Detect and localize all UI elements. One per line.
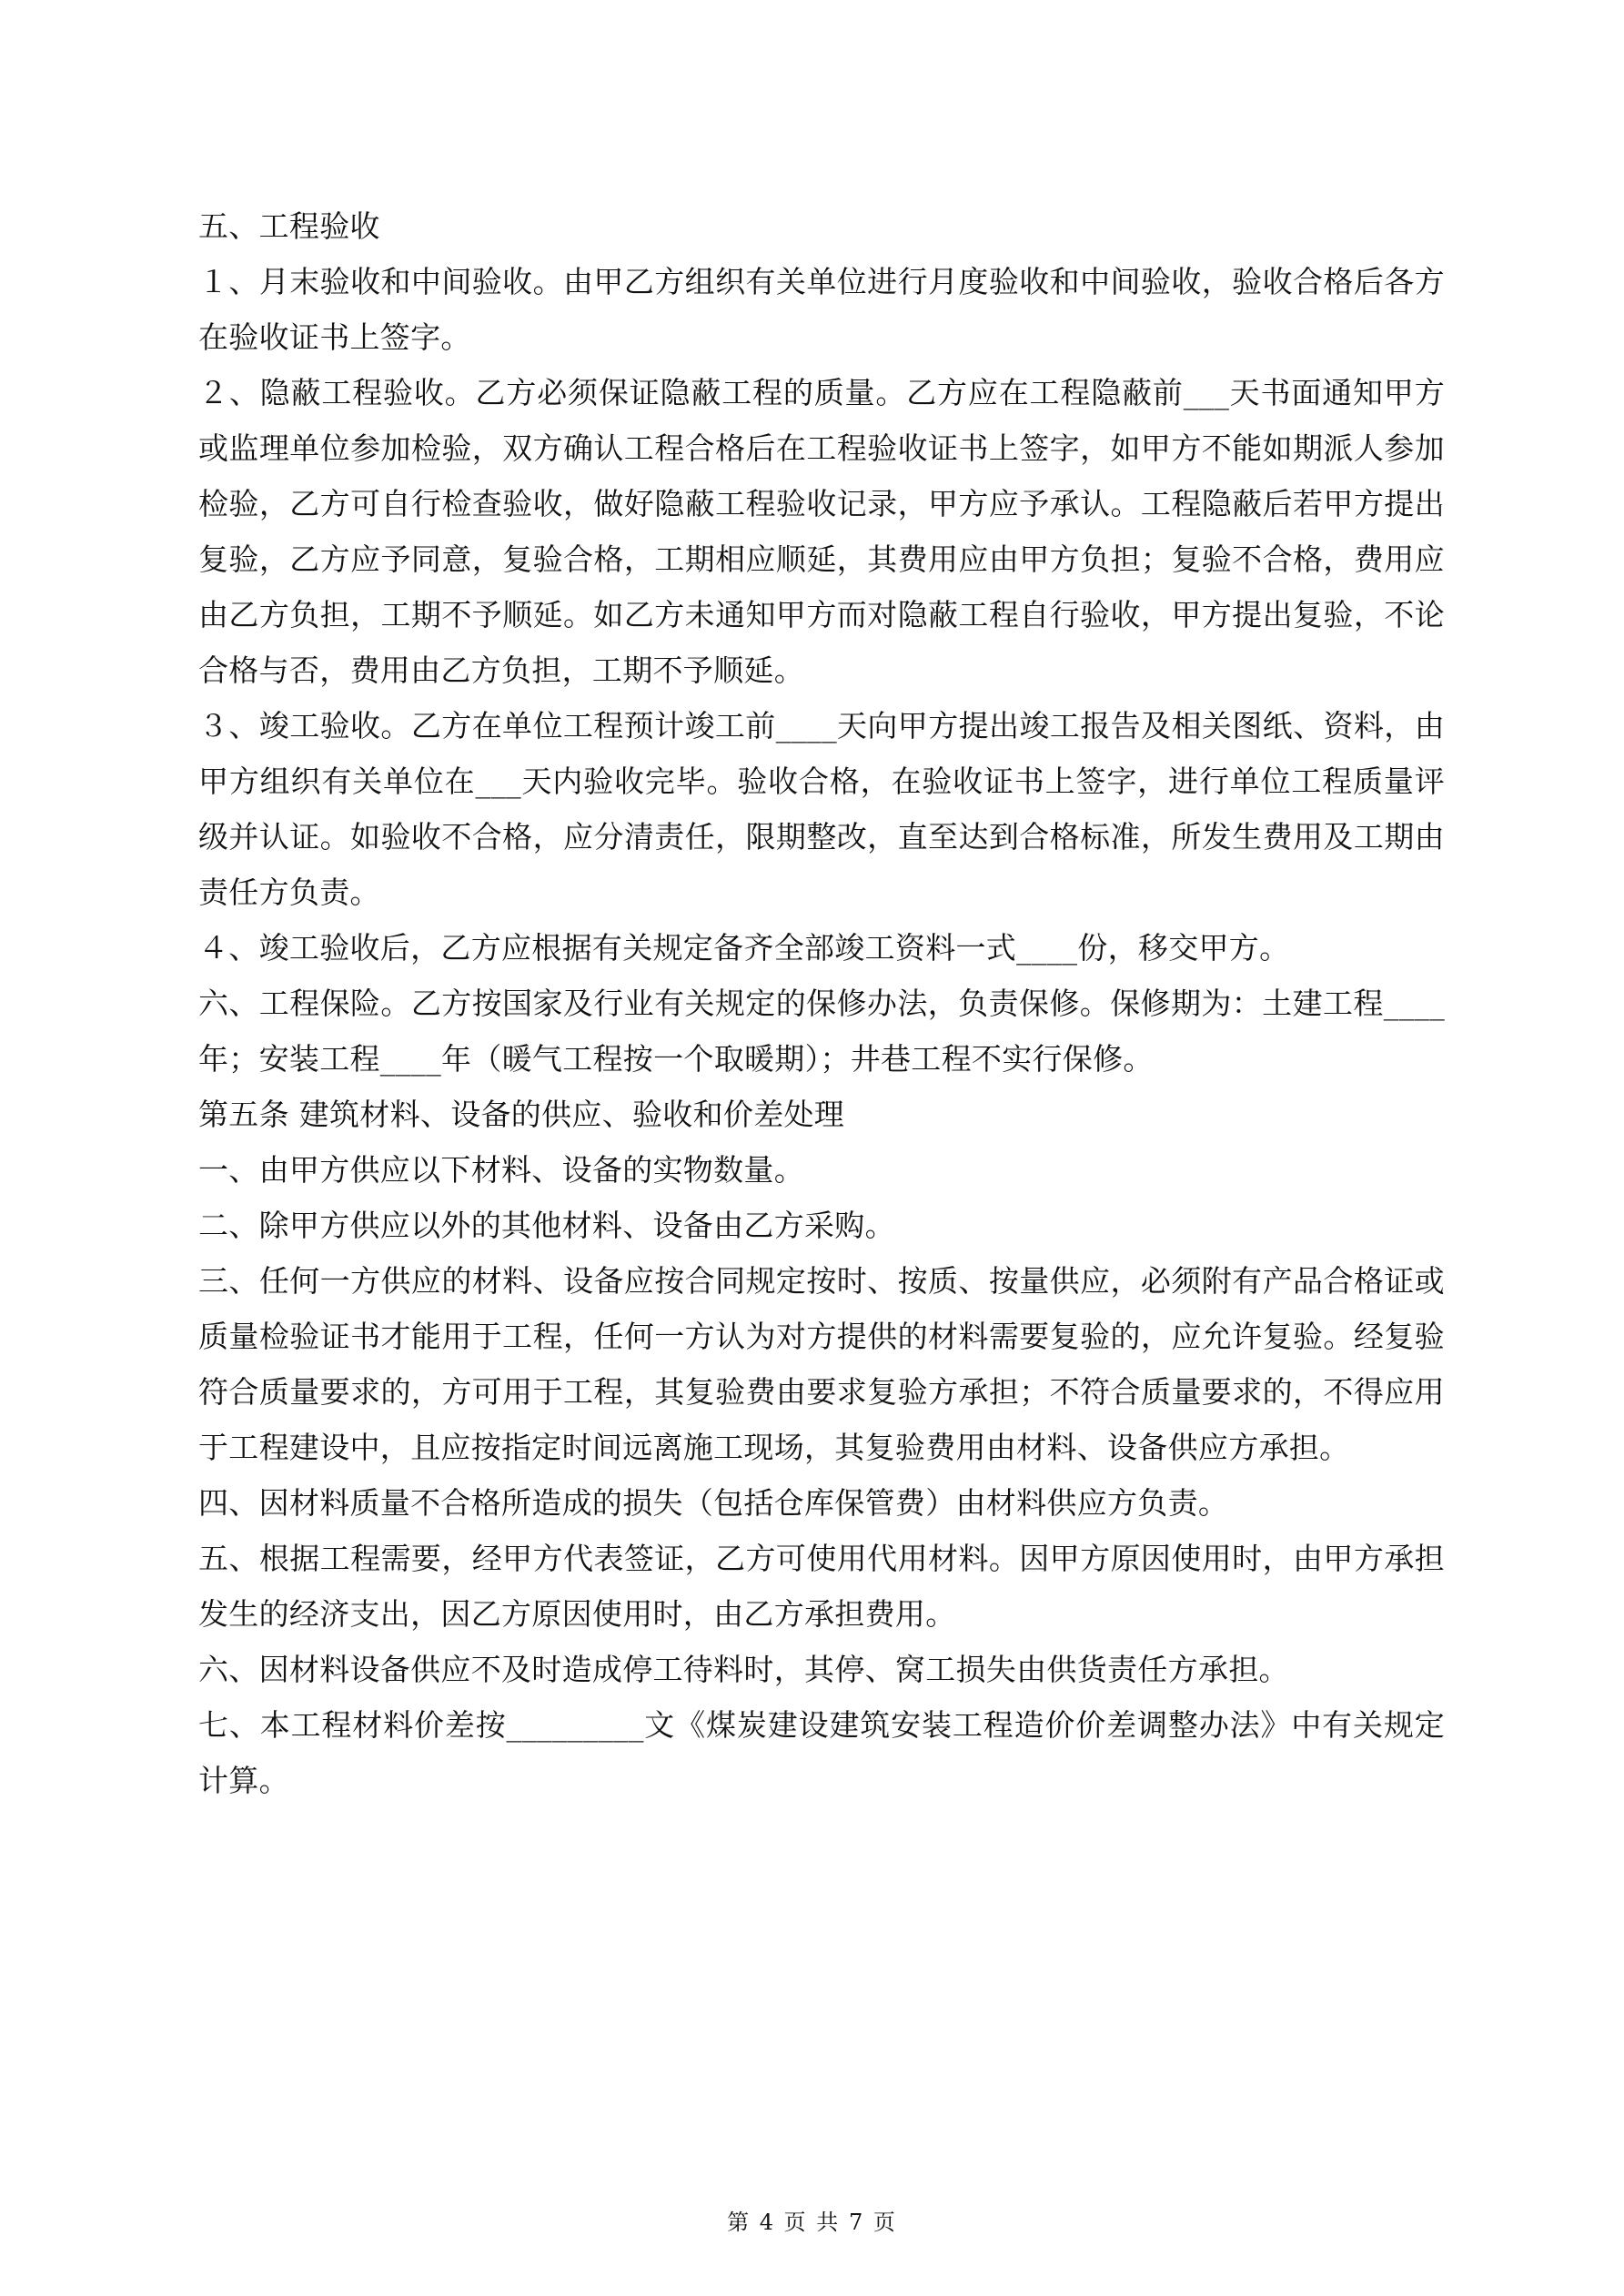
- section-heading-acceptance: 五、工程验收: [198, 208, 380, 244]
- section-heading-insurance: 六、工程保险。乙方按国家及行业有关规定的保修办法，负责保修。保修期为：土建工程____年；安装工程____年（暖气工程按一个取暖期）；井巷工程不实行保修。: [198, 986, 1445, 1077]
- paragraph-concealed-works: ２、隐蔽工程验收。乙方必须保证隐蔽工程的质量。乙方应在工程隐蔽前___天书面通知甲方或监理单位参加检验，双方确认工程合格后在工程验收证书上签字，如甲方不能如期派人参加检验，乙方可自行检查验收，做好隐蔽工程验收记录，甲方应予承认。工程隐蔽后若甲方提出复验，乙方应予同意，复验合格，工期相应顺延，其费用应由甲方负担；复验不合格，费用应由乙方负担，工期不予顺延。如乙方未通知甲方而对隐蔽工程自行验收，甲方提出复验，不论合格与否，费用由乙方负担，工期不予顺延。: [198, 375, 1445, 688]
- paragraph-quality-loss: 四、因材料质量不合格所造成的损失（包括仓库保管费）由材料供应方负责。: [198, 1485, 1229, 1521]
- paragraph-party-a-supply: 一、由甲方供应以下材料、设备的实物数量。: [198, 1152, 804, 1188]
- paragraph-supply-delay: 六、因材料设备供应不及时造成停工待料时，其停、窝工损失由供货责任方承担。: [198, 1652, 1289, 1687]
- paragraph-supply-quality: 三、任何一方供应的材料、设备应按合同规定按时、按质、按量供应，必须附有产品合格证或质量检验证书才能用于工程，任何一方认为对方提供的材料需要复验的，应允许复验。经复验符合质量要求的，方可用于工程，其复验费由要求复验方承担；不符合质量要求的，不得应用于工程建设中，且应按指定时间远离施工现场，其复验费用由材料、设备供应方承担。: [198, 1263, 1445, 1465]
- paragraph-substitute-materials: 五、根据工程需要，经甲方代表签证，乙方可使用代用材料。因甲方原因使用时，由甲方承担发生的经济支出，因乙方原因使用时，由乙方承担费用。: [198, 1541, 1445, 1632]
- page-number-footer: 第 4 页 共 7 页: [727, 2210, 897, 2235]
- document-body: [198, 198, 1445, 1808]
- paragraph-monthly-acceptance: １、月末验收和中间验收。由甲乙方组织有关单位进行月度验收和中间验收，验收合格后各方在验收证书上签字。: [198, 264, 1445, 355]
- paragraph-price-difference: 七、本工程材料价差按_________文《煤炭建设建筑安装工程造价价差调整办法》中有关规定计算。: [198, 1707, 1445, 1798]
- paragraph-completion-acceptance: ３、竣工验收。乙方在单位工程预计竣工前____天向甲方提出竣工报告及相关图纸、资料，由甲方组织有关单位在___天内验收完毕。验收合格，在验收证书上签字，进行单位工程质量评级并认证。如验收不合格，应分清责任，限期整改，直至达到合格标准，所发生费用及工期由责任方负责。: [198, 708, 1445, 910]
- article-heading-materials: 第五条 建筑材料、设备的供应、验收和价差处理: [198, 1097, 845, 1132]
- paragraph-completion-documents: ４、竣工验收后，乙方应根据有关规定备齐全部竣工资料一式____份，移交甲方。: [198, 930, 1290, 966]
- paragraph-party-b-purchase: 二、除甲方供应以外的其他材料、设备由乙方采购。: [198, 1208, 895, 1243]
